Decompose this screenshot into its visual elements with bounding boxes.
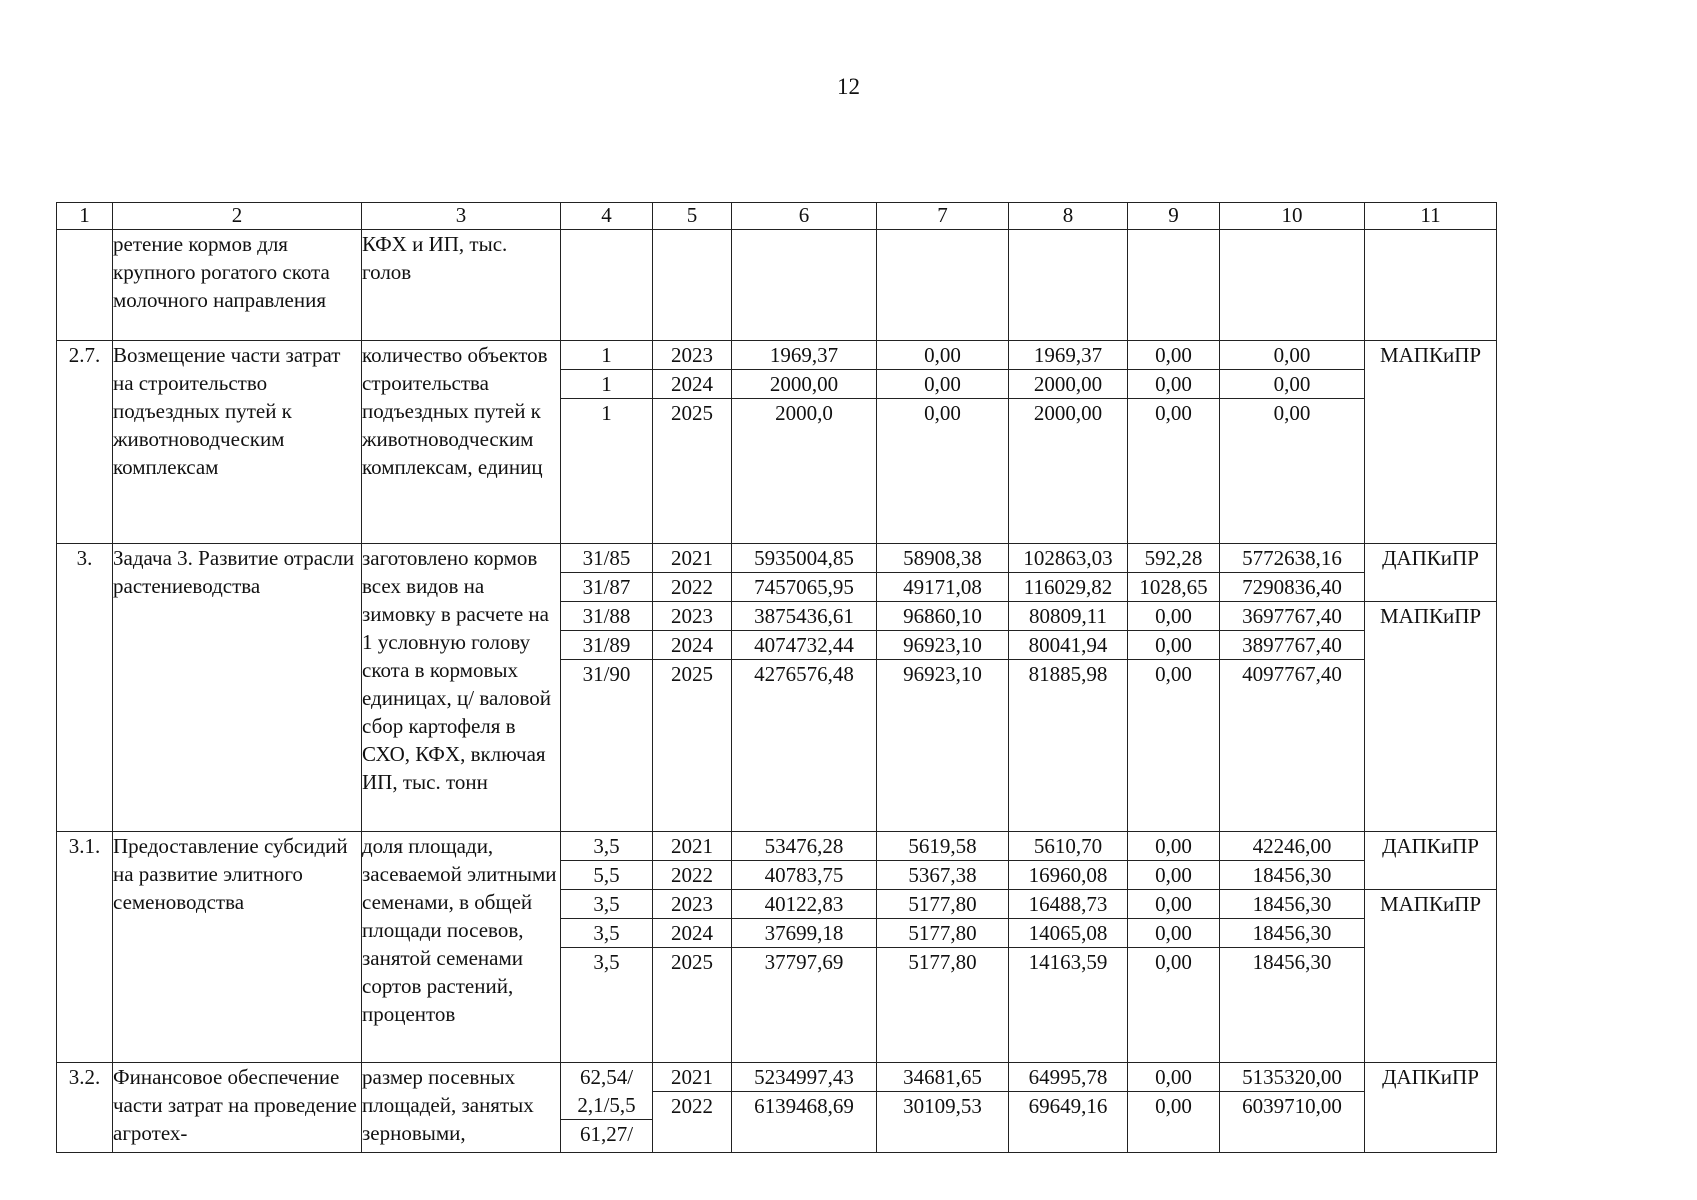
value-cell: 0,00: [1128, 919, 1219, 948]
program-table: [56, 202, 1497, 1153]
value-cell: 0,00: [1128, 602, 1219, 631]
executor-cell: [1365, 544, 1497, 832]
value-column-8: [1009, 341, 1128, 544]
executor-label: МАПКиПР: [1379, 604, 1482, 628]
value-cell: 37699,18: [732, 919, 876, 948]
value-cell: 2000,00: [1033, 401, 1103, 425]
value-cell: 3875436,61: [732, 602, 876, 631]
value-cell: 2022: [653, 861, 731, 890]
value-column-8: [1009, 1063, 1128, 1153]
value-cell: 6039710,00: [1242, 1094, 1342, 1118]
value-cell: 31/87: [561, 573, 652, 602]
value-column-5: [653, 341, 732, 544]
value-column-6: [732, 832, 877, 1063]
measure-name: Финансовое обеспечение части затрат на проведение агротех-: [113, 1063, 362, 1153]
column-header: 1: [57, 203, 113, 230]
value-cell: 5177,80: [877, 919, 1008, 948]
value-column-4: [561, 544, 653, 832]
measure-name: Предоставление субсидий на развитие элитного семеноводства: [113, 832, 362, 1063]
table-row: [57, 832, 1497, 1063]
value-cell: 64995,78: [1009, 1063, 1127, 1092]
value-column-10: [1220, 341, 1365, 544]
indicator-name: КФХ и ИП, тыс. голов: [362, 230, 561, 341]
executor-label: ДАПКиПР: [1365, 544, 1496, 602]
value-cell: 2022: [671, 1094, 713, 1118]
table-row: [57, 1063, 1497, 1153]
value-cell: 40783,75: [732, 861, 876, 890]
row-number: 3.: [57, 544, 113, 832]
page-number: 12: [837, 74, 860, 99]
value-cell: 7290836,40: [1220, 573, 1364, 602]
value-column-10: [1220, 544, 1365, 832]
value-cell: 18456,30: [1220, 890, 1364, 919]
measure-name: ретение кормов для крупного рогатого скота молочного направления: [113, 230, 362, 341]
value-cell: 16488,73: [1009, 890, 1127, 919]
value-cell: 30109,53: [903, 1094, 982, 1118]
value-column-7: [877, 544, 1009, 832]
value-cell: 40122,83: [732, 890, 876, 919]
row-number: 3.1.: [57, 832, 113, 1063]
value-column-6: [732, 1063, 877, 1153]
value-column-9: [1128, 544, 1220, 832]
executor-label: МАПКиПР: [1379, 892, 1482, 916]
row-number: [57, 230, 113, 341]
table-row: [57, 544, 1497, 832]
value-cell: 49171,08: [877, 573, 1008, 602]
value-cell: 6139468,69: [754, 1094, 854, 1118]
value-column-6: [732, 341, 877, 544]
value-column-5: [653, 230, 732, 341]
value-cell: 2025: [671, 401, 713, 425]
value-cell: 96923,10: [903, 662, 982, 686]
value-cell: 0,00: [1155, 662, 1192, 686]
value-cell: 2022: [653, 573, 731, 602]
value-cell: 0,00: [1128, 861, 1219, 890]
value-cell: 0,00: [1128, 1063, 1219, 1092]
value-cell: 37797,69: [764, 950, 844, 974]
value-cell: 2023: [653, 890, 731, 919]
value-cell: 592,28: [1128, 544, 1219, 573]
column-number-row: [57, 203, 1497, 230]
value-cell: 31/89: [561, 631, 652, 660]
value-column-9: [1128, 230, 1220, 341]
value-cell: 4074732,44: [732, 631, 876, 660]
value-cell: 5367,38: [877, 861, 1008, 890]
column-header: 5: [653, 203, 732, 230]
value-cell: 2021: [653, 832, 731, 861]
value-cell: 5935004,85: [732, 544, 876, 573]
value-column-5: [653, 832, 732, 1063]
row-number: 2.7.: [57, 341, 113, 544]
value-cell: 3,5: [561, 832, 652, 861]
value-cell: 4097767,40: [1242, 662, 1342, 686]
column-header: 6: [732, 203, 877, 230]
value-cell: 1969,37: [1009, 341, 1127, 370]
indicator-name: размер посевных площадей, занятых зерновыми,: [362, 1063, 561, 1153]
value-cell: 0,00: [1128, 890, 1219, 919]
value-column-4: [561, 230, 653, 341]
column-header: 3: [362, 203, 561, 230]
column-header: 4: [561, 203, 653, 230]
indicator-name: количество объектов строительства подъездных путей к животноводческим комплексам, единиц: [362, 341, 561, 544]
value-cell: 31/88: [561, 602, 652, 631]
executor-label: МАПКиПР: [1379, 343, 1482, 367]
value-cell: 0,00: [1155, 1094, 1192, 1118]
value-column-5: [653, 544, 732, 832]
value-cell: 18456,30: [1220, 919, 1364, 948]
value-cell: 16960,08: [1009, 861, 1127, 890]
column-header: 9: [1128, 203, 1220, 230]
value-cell: 1969,37: [732, 341, 876, 370]
value-cell: 0,00: [1220, 370, 1364, 399]
executor-label: ДАПКиПР: [1382, 1065, 1479, 1089]
value-cell: 58908,38: [877, 544, 1008, 573]
value-cell: 2021: [653, 544, 731, 573]
value-cell: 2024: [653, 370, 731, 399]
table-row: [57, 230, 1497, 341]
value-cell: 34681,65: [877, 1063, 1008, 1092]
executor-cell: [1365, 832, 1497, 1063]
value-column-7: [877, 1063, 1009, 1153]
value-cell: 0,00: [1155, 950, 1192, 974]
value-cell: 0,00: [1220, 341, 1364, 370]
value-cell: 3897767,40: [1220, 631, 1364, 660]
value-column-10: [1220, 1063, 1365, 1153]
column-header: 2: [113, 203, 362, 230]
column-header: 7: [877, 203, 1009, 230]
value-cell: 18456,30: [1220, 861, 1364, 890]
value-cell: 2024: [653, 631, 731, 660]
value-cell: 53476,28: [732, 832, 876, 861]
value-cell: 42246,00: [1220, 832, 1364, 861]
value-cell: 0,00: [1128, 341, 1219, 370]
value-cell: 5177,80: [908, 950, 977, 974]
value-column-8: [1009, 832, 1128, 1063]
value-column-6: [732, 230, 877, 341]
value-cell: 14163,59: [1028, 950, 1108, 974]
value-cell: 5234997,43: [732, 1063, 876, 1092]
executor-cell: [1365, 341, 1497, 544]
measure-name: Задача 3. Развитие отрасли растениеводства: [113, 544, 362, 832]
value-cell: 3,5: [561, 919, 652, 948]
value-cell: 1: [561, 370, 652, 399]
value-cell: 2000,0: [775, 401, 833, 425]
value-cell: 0,00: [1273, 401, 1311, 425]
value-cell: 0,00: [924, 401, 961, 425]
value-column-4: [561, 341, 653, 544]
row-number: 3.2.: [57, 1063, 113, 1153]
value-cell: 116029,82: [1009, 573, 1127, 602]
value-cell: 0,00: [1128, 832, 1219, 861]
value-cell: 7457065,95: [732, 573, 876, 602]
value-cell: 2000,00: [1009, 370, 1127, 399]
indicator-name: заготовлено кормов всех видов на зимовку в расчете на 1 условную голову скота в кормовых единицах, ц/ валовой сбор картофеля в СХО, КФХ, включая ИП, тыс. тонн: [362, 544, 561, 832]
value-cell: 3,5: [593, 950, 620, 974]
value-column-8: [1009, 544, 1128, 832]
value-cell: 0,00: [877, 341, 1008, 370]
value-column-9: [1128, 832, 1220, 1063]
indicator-name: доля площади, засеваемой элитными семенами, в общей площади посевов, занятой семенами сортов растений, процентов: [362, 832, 561, 1063]
value-cell: 81885,98: [1028, 662, 1108, 686]
table-body: [57, 230, 1497, 1153]
column-header: 10: [1220, 203, 1365, 230]
value-cell: 2024: [653, 919, 731, 948]
value-cell: 2025: [671, 950, 713, 974]
value-cell: 102863,03: [1009, 544, 1127, 573]
value-cell: 5,5: [561, 861, 652, 890]
value-cell: 0,00: [877, 370, 1008, 399]
value-cell: 0,00: [1128, 370, 1219, 399]
value-cell: 0,00: [1155, 401, 1192, 425]
value-cell: 3,5: [561, 890, 652, 919]
value-cell: 69649,16: [1028, 1094, 1108, 1118]
measure-name: Возмещение части затрат на строительство подъездных путей к животноводческим комплексам: [113, 341, 362, 544]
value-cell: 3697767,40: [1220, 602, 1364, 631]
value-cell: 62,54/ 2,1/5,5: [561, 1063, 652, 1120]
value-cell: 96923,10: [877, 631, 1008, 660]
value-cell: 2021: [653, 1063, 731, 1092]
value-cell: 5177,80: [877, 890, 1008, 919]
value-cell: 0,00: [1128, 631, 1219, 660]
executor-label: ДАПКиПР: [1365, 832, 1496, 890]
value-column-4: [561, 1063, 653, 1153]
value-cell: 5610,70: [1009, 832, 1127, 861]
column-header: 11: [1365, 203, 1497, 230]
value-column-7: [877, 832, 1009, 1063]
value-cell: 80809,11: [1009, 602, 1127, 631]
value-cell: 61,27/: [579, 1122, 634, 1146]
value-cell: 5135320,00: [1220, 1063, 1364, 1092]
value-cell: 5619,58: [877, 832, 1008, 861]
value-column-7: [877, 341, 1009, 544]
value-column-9: [1128, 341, 1220, 544]
value-cell: 1: [561, 341, 652, 370]
value-column-10: [1220, 230, 1365, 341]
value-cell: 80041,94: [1009, 631, 1127, 660]
value-column-9: [1128, 1063, 1220, 1153]
value-cell: 5772638,16: [1220, 544, 1364, 573]
value-cell: 2023: [653, 602, 731, 631]
value-column-4: [561, 832, 653, 1063]
value-cell: 31/90: [582, 662, 631, 686]
value-column-8: [1009, 230, 1128, 341]
value-cell: 2025: [671, 662, 713, 686]
value-column-10: [1220, 832, 1365, 1063]
value-cell: 2023: [653, 341, 731, 370]
value-cell: 31/85: [561, 544, 652, 573]
value-cell: 1: [601, 401, 612, 425]
value-cell: 2000,00: [732, 370, 876, 399]
value-column-6: [732, 544, 877, 832]
value-column-7: [877, 230, 1009, 341]
executor-cell: [1365, 230, 1497, 341]
executor-cell: [1365, 1063, 1497, 1153]
value-cell: 18456,30: [1252, 950, 1332, 974]
value-cell: 14065,08: [1009, 919, 1127, 948]
table-row: [57, 341, 1497, 544]
column-header: 8: [1009, 203, 1128, 230]
value-cell: 4276576,48: [754, 662, 854, 686]
value-cell: 1028,65: [1128, 573, 1219, 602]
value-column-5: [653, 1063, 732, 1153]
value-cell: 96860,10: [877, 602, 1008, 631]
